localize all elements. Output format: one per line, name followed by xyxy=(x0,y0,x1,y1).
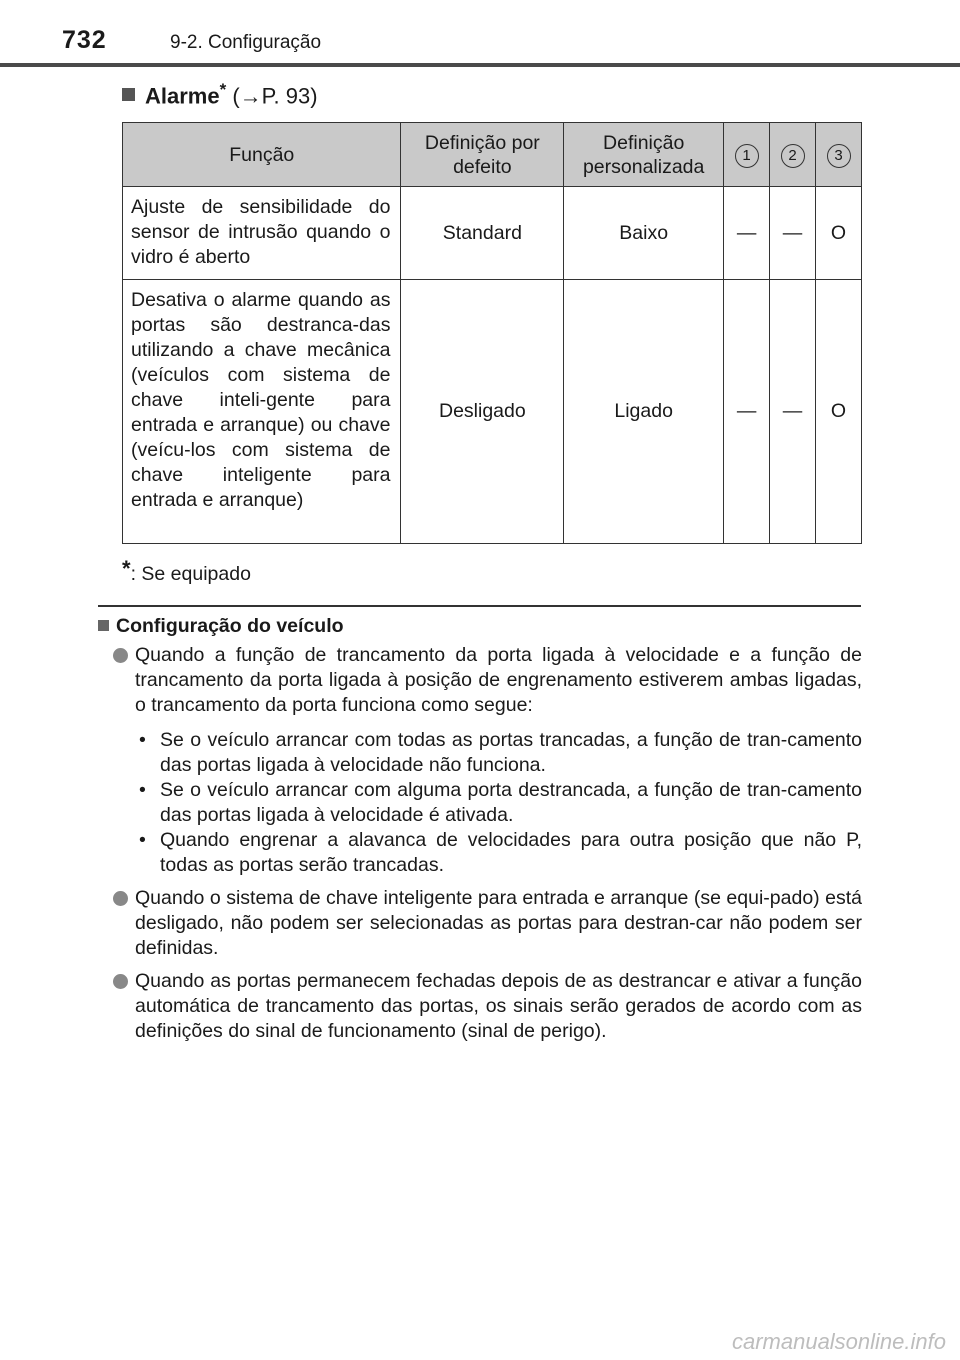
footnote xyxy=(122,556,251,586)
vehicle-config-notes xyxy=(110,643,862,1052)
section-title: 9-2. Configuração xyxy=(170,32,322,53)
table-row xyxy=(123,280,862,544)
cell-default: Desligado xyxy=(401,280,564,544)
note-text: Quando as portas permanecem fechadas depois de as destrancar e ativar a função automática de trancamento das portas, os sinais serão gerados de acordo com as definições do sinal de funcionamento (sinal de perigo). xyxy=(135,970,862,1042)
cell-function: Ajuste de sensibilidade do sensor de intrusão quando o vidro é aberto xyxy=(123,187,401,280)
list-item-text: Quando engrenar a alavanca de velocidades para outra posição que não P, todas as portas serão trancadas. xyxy=(160,829,862,876)
cell-mode-1: — xyxy=(724,280,770,544)
cell-custom: Ligado xyxy=(564,280,724,544)
circled-1-icon: 1 xyxy=(735,144,759,168)
vehicle-config-heading xyxy=(98,615,344,638)
cell-mode-3: O xyxy=(816,187,862,280)
header-divider xyxy=(0,63,960,67)
table-row xyxy=(123,187,862,280)
note-item xyxy=(110,886,862,961)
cell-default: Standard xyxy=(401,187,564,280)
dot-bullet-icon: • xyxy=(139,779,146,801)
list-item-text: Se o veículo arrancar com alguma porta destrancada, a função de tran-camento das portas ligada à velocidade é ativada. xyxy=(160,779,862,826)
alarm-heading-star: * xyxy=(219,80,227,99)
page-number: 732 xyxy=(62,26,107,54)
circle-bullet-icon xyxy=(113,891,128,906)
circled-3-icon: 3 xyxy=(827,144,851,168)
circle-bullet-icon xyxy=(113,974,128,989)
note-item xyxy=(110,643,862,878)
list-item-text: Se o veículo arrancar com todas as portas trancadas, a função de tran-camento das portas ligada à velocidade não funciona. xyxy=(160,729,862,776)
column-header-1 xyxy=(724,123,770,187)
footnote-star: * xyxy=(122,556,131,581)
dot-bullet-icon: • xyxy=(139,729,146,751)
cell-mode-2: — xyxy=(770,187,816,280)
footnote-text: : Se equipado xyxy=(130,563,251,585)
list-item xyxy=(139,778,862,828)
vehicle-config-heading-text: Configuração do veículo xyxy=(116,615,344,637)
square-bullet-icon xyxy=(122,88,135,101)
note-bullet-list xyxy=(135,728,862,878)
square-bullet-icon xyxy=(98,620,109,631)
column-header-2 xyxy=(770,123,816,187)
watermark: carmanualsonline.info xyxy=(731,1329,946,1354)
column-header-custom: Definição personalizada xyxy=(564,123,724,187)
note-item xyxy=(110,969,862,1044)
list-item xyxy=(139,728,862,778)
column-header-default: Definição por defeito xyxy=(401,123,564,187)
cell-mode-1: — xyxy=(724,187,770,280)
cell-mode-3: O xyxy=(816,280,862,544)
column-header-function: Função xyxy=(123,123,401,187)
circle-bullet-icon xyxy=(113,648,128,663)
section-divider xyxy=(98,605,861,607)
cell-mode-2: — xyxy=(770,280,816,544)
cell-custom: Baixo xyxy=(564,187,724,280)
alarm-settings-table xyxy=(122,122,862,544)
note-text: Quando a função de trancamento da porta ligada à velocidade e a função de trancamento da porta ligada à posição de engrenamento estiverem ambas ligadas, o trancamento da porta funciona como segue: xyxy=(135,644,862,716)
cell-function: Desativa o alarme quando as portas são destranca-das utilizando a chave mecânica (veículos com sistema de chave inteli-gente para entrada e arranque) ou chave (veícu-los com sistema de chave inteligente para entrada e arranque) xyxy=(123,280,401,544)
list-item xyxy=(139,828,862,878)
page-reference-link[interactable]: (→P. 93) xyxy=(232,83,318,109)
table-header-row xyxy=(123,123,862,187)
circled-2-icon: 2 xyxy=(781,144,805,168)
dot-bullet-icon: • xyxy=(139,829,146,851)
alarm-heading-title: Alarme xyxy=(145,83,220,109)
alarm-heading xyxy=(122,80,318,109)
column-header-3 xyxy=(816,123,862,187)
note-text: Quando o sistema de chave inteligente para entrada e arranque (se equi-pado) está desligado, não podem ser selecionadas as portas para destran-car não podem ser definidas. xyxy=(135,887,862,959)
